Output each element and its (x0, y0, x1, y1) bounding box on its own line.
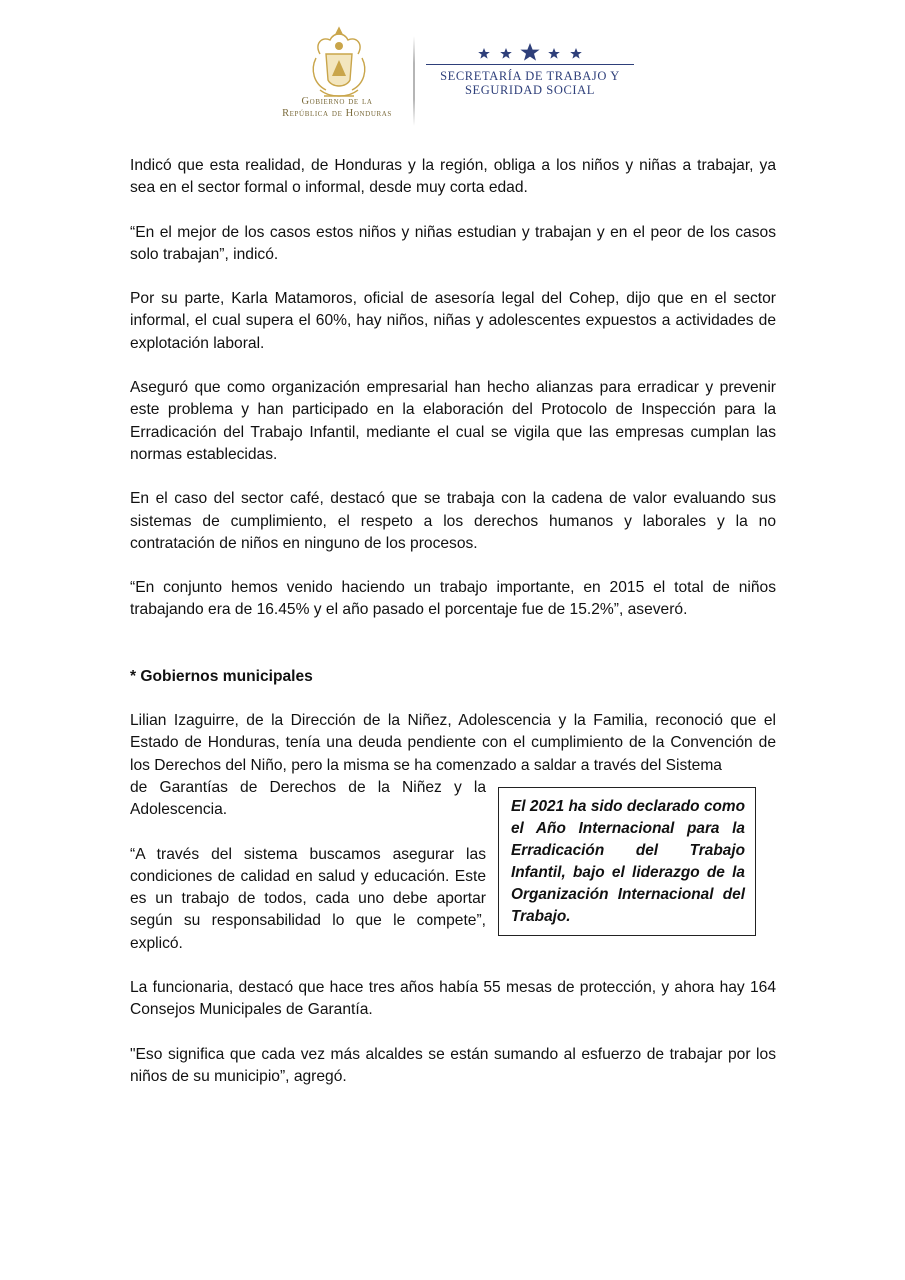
star-icon (470, 42, 590, 62)
government-name-line1: Gobierno de la (301, 96, 373, 107)
callout-box: El 2021 ha sido declarado como el Año Internacional para la Erradicación del Trabajo Infantil, bajo el liderazgo de la Organización Internacional del Trabajo. (498, 787, 756, 936)
government-name-line2: República de Honduras (282, 108, 392, 119)
paragraph: de Garantías de Derechos de la Niñez y la Adolescencia. (130, 778, 486, 819)
paragraph: Por su parte, Karla Matamoros, oficial de asesoría legal del Cohep, dijo que en el sector informal, el cual supera el 60%, hay niños, niñas y adolescentes expuestos a actividades de explotación laboral. (130, 290, 776, 352)
letterhead (0, 18, 905, 128)
wrapped-section (130, 777, 776, 955)
article-body (130, 155, 776, 1088)
secretariat-name-line2: SEGURIDAD SOCIAL (464, 83, 596, 97)
secretariat-rule (426, 64, 634, 65)
paragraph: “En el mejor de los casos estos niños y niñas estudian y trabajan y en el peor de los casos solo trabajan”, indicó. (130, 223, 776, 263)
paragraph: Aseguró que como organización empresarial han hecho alianzas para erradicar y prevenir este problema y han participado en la elaboración del Protocolo de Inspección para la Erradicación del Trabajo Infantil, mediante el cual se vigila que las empresas cumplan las normas establecidas. (130, 379, 776, 463)
honduras-coat-of-arms-icon (306, 24, 372, 106)
paragraph: “En conjunto hemos venido haciendo un trabajo importante, en 2015 el total de niños trabajando era de 16.45% y el año pasado el porcentaje fue de 15.2%”, aseveró. (130, 579, 776, 619)
paragraph: “A través del sistema buscamos asegurar las condiciones de calidad en salud y educación. Este es un trabajo de todos, cada uno debe aportar según su responsabilidad lo que le compete”, explicó. (130, 845, 486, 952)
secretariat-name-line1: SECRETARÍA DE TRABAJO Y (440, 69, 620, 83)
header-divider (413, 36, 415, 126)
paragraph: Indicó que esta realidad, de Honduras y la región, obliga a los niños y niñas a trabajar, ya sea en el sector formal o informal, desde muy corta edad. (130, 157, 776, 197)
section-heading: * Gobiernos municipales (130, 667, 313, 685)
paragraph: "Eso significa que cada vez más alcaldes se están sumando al esfuerzo de trabajar por los niños de su municipio”, agregó. (130, 1045, 776, 1085)
paragraph: En el caso del sector café, destacó que se trabaja con la cadena de valor evaluando sus sistemas de cumplimiento, el respeto a los derechos humanos y laborales y la no contratación de niños en ninguno de los procesos. (130, 490, 776, 552)
paragraph: Lilian Izaguirre, de la Dirección de la Niñez, Adolescencia y la Familia, reconoció que el Estado de Honduras, tenía una deuda pendiente con el cumplimiento de la Convención de los Derechos del Niño, pero la misma se ha comenzado a saldar a través del Sistema (130, 712, 776, 774)
paragraph: La funcionaria, destacó que hace tres años había 55 mesas de protección, y ahora hay 164 Consejos Municipales de Garantía. (130, 979, 776, 1019)
